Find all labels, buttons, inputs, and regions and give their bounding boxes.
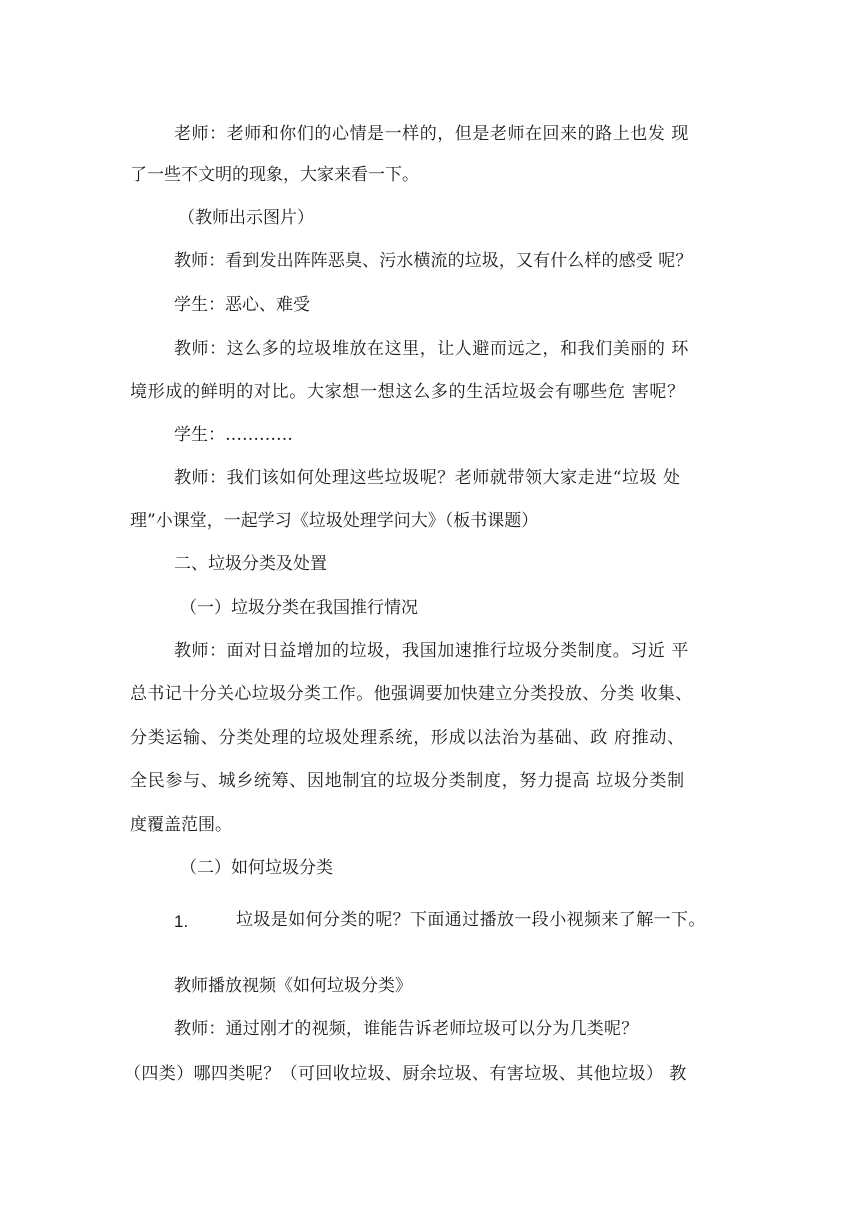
paragraph-line: 度覆盖范围。 bbox=[130, 815, 232, 835]
list-item-text: 垃圾是如何分类的呢？下面通过播放一段小视频来了解一下。 bbox=[236, 910, 706, 930]
paragraph-line: 学生：恶心、难受 bbox=[174, 295, 310, 315]
paragraph-line: 了一些不文明的现象，大家来看一下。 bbox=[130, 165, 419, 185]
paragraph-line: 教师：面对日益增加的垃圾，我国加速推行垃圾分类制度。习近 平 bbox=[174, 641, 689, 661]
paragraph-line: 教师：看到发出阵阵恶臭、污水横流的垃圾，又有什么样的感受 呢？ bbox=[174, 251, 693, 271]
paragraph-line: 教师播放视频《如何垃圾分类》 bbox=[174, 976, 412, 996]
paragraph-line: 教师：我们该如何处理这些垃圾呢？老师就带领大家走进“垃圾 处 bbox=[174, 468, 681, 488]
paragraph-line: 教师：通过刚才的视频，谁能告诉老师垃圾可以分为几类呢？ bbox=[174, 1019, 639, 1039]
list-number: 1. bbox=[174, 912, 189, 931]
paragraph-line: 总书记十分关心垃圾分类工作。他强调要加快建立分类投放、分类 收集、 bbox=[130, 684, 693, 704]
paragraph-line: 教师：这么多的垃圾堆放在这里，让人避而远之，和我们美丽的 环 bbox=[174, 339, 689, 359]
paragraph-line: 分类运输、分类处理的垃圾处理系统，形成以法治为基础、政 府推动、 bbox=[130, 728, 685, 748]
subsection-heading: （一）垃圾分类在我国推行情况 bbox=[180, 598, 418, 618]
paragraph-line: 境形成的鲜明的对比。大家想一想这么多的生活垃圾会有哪些危 害呢？ bbox=[130, 382, 685, 402]
paragraph-line: 全民参与、城乡统筹、因地制宜的垃圾分类制度，努力提高 垃圾分类制 bbox=[130, 771, 685, 791]
subsection-heading: （二）如何垃圾分类 bbox=[180, 858, 333, 878]
paragraph-line: （四类）哪四类呢？（可回收垃圾、厨余垃圾、有害垃圾、其他垃圾） 教 bbox=[124, 1064, 687, 1084]
paragraph-line: 理”小课堂，一起学习《垃圾处理学问大》（板书课题） bbox=[130, 511, 539, 531]
paragraph-line: 老师：老师和你们的心情是一样的，但是老师在回来的路上也发 现 bbox=[174, 124, 689, 144]
paragraph-line: 学生：………… bbox=[174, 425, 293, 445]
section-heading: 二、垃圾分类及处置 bbox=[174, 554, 327, 574]
paragraph-line: （教师出示图片） bbox=[178, 208, 314, 228]
